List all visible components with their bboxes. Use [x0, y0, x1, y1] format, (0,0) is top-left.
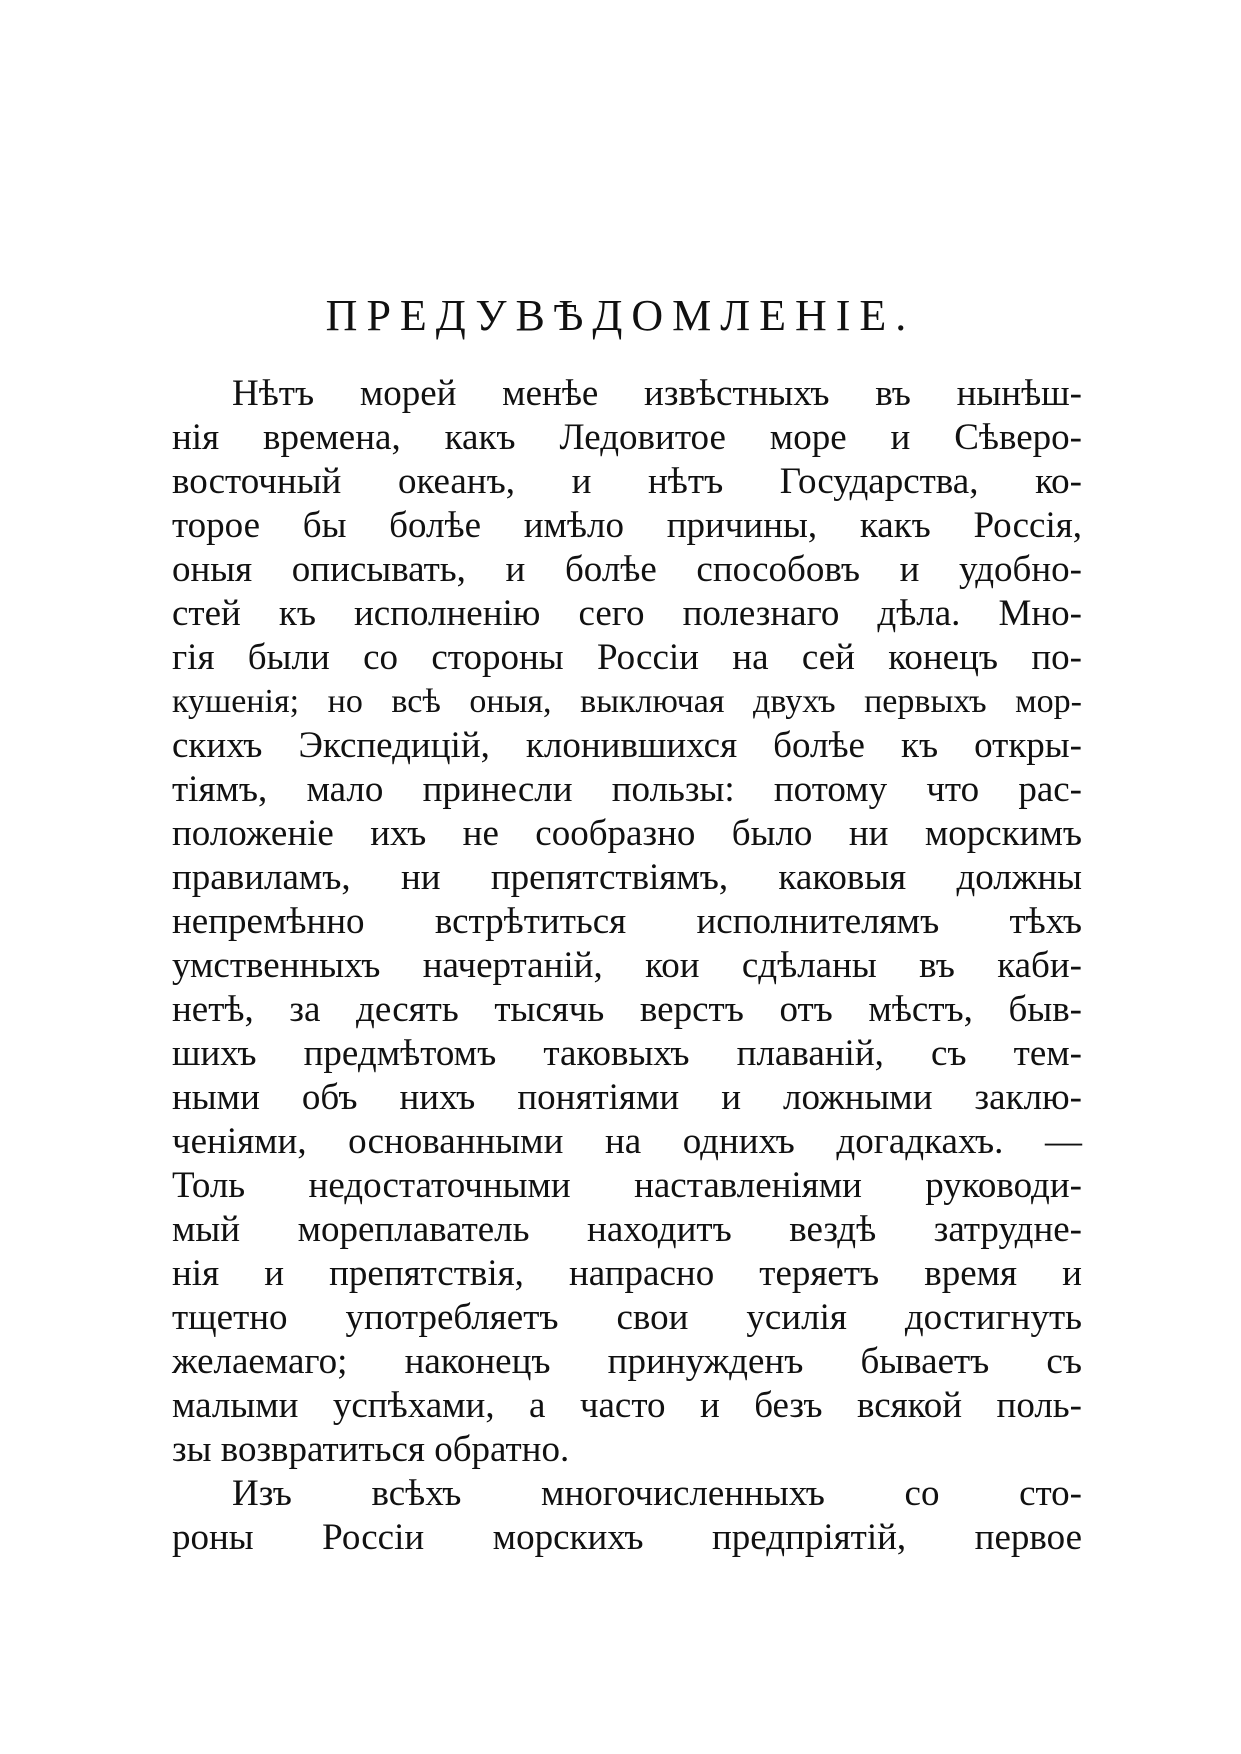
- text-line: правиламъ, ни препятствіямъ, каковыя должны: [172, 857, 1082, 898]
- text-line: положеніе ихъ не сообразно было ни морскимъ: [172, 813, 1082, 854]
- text-line: зы возвратиться обратно.: [172, 1429, 570, 1470]
- text-line: Изъ всѣхъ многочисленныхъ со сто-: [232, 1473, 1082, 1514]
- text-line: умственныхъ начертаній, кои сдѣланы въ каби-: [172, 945, 1082, 986]
- text-line: стей къ исполненію сего полезнаго дѣла. Мно-: [172, 593, 1082, 634]
- text-line: непремѣнно встрѣтиться исполнителямъ тѣхъ: [172, 901, 1082, 942]
- text-line: Нѣтъ морей менѣе извѣстныхъ въ нынѣш-: [232, 373, 1082, 414]
- text-line: нія времена, какъ Ледовитое море и Сѣверо-: [172, 417, 1082, 458]
- body-text: [172, 372, 1082, 1560]
- text-line: шихъ предмѣтомъ таковыхъ плаваній, съ тем-: [172, 1033, 1082, 1074]
- text-line: тщетно употребляетъ свои усилія достигнуть: [172, 1297, 1082, 1338]
- text-line: нетѣ, за десять тысячь верстъ отъ мѣстъ, быв-: [172, 989, 1082, 1030]
- text-line: торое бы болѣе имѣло причины, какъ Россія,: [172, 505, 1082, 546]
- text-line: гія были со стороны Россіи на сей конецъ по-: [172, 637, 1082, 678]
- text-line: нія и препятствія, напрасно теряетъ время и: [172, 1253, 1082, 1294]
- text-line: скихъ Экспедицій, клонившихся болѣе къ откры-: [172, 725, 1082, 766]
- text-line: желаемаго; наконецъ принужденъ бываетъ съ: [172, 1341, 1082, 1382]
- text-line: роны Россіи морскихъ предпріятій, первое: [172, 1517, 1082, 1558]
- text-line: ными объ нихъ понятіями и ложными заклю-: [172, 1077, 1082, 1118]
- text-line: тіямъ, мало принесли пользы: потому что рас-: [172, 769, 1082, 810]
- text-line: ченіями, основанными на однихъ догадкахъ. —: [172, 1121, 1082, 1162]
- text-line: оныя описывать, и болѣе способовъ и удобно-: [172, 549, 1082, 590]
- text-line: кушенія; но всѣ оныя, выключая двухъ первыхъ мор-: [172, 683, 1082, 720]
- page-title: ПРЕДУВѢДОМЛЕНІЕ.: [325, 291, 916, 340]
- text-line: малыми успѣхами, а часто и безъ всякой поль-: [172, 1385, 1082, 1426]
- text-line: мый мореплаватель находитъ вездѣ затрудне-: [172, 1209, 1082, 1250]
- text-line: Толь недостаточными наставленіями руководи-: [172, 1165, 1082, 1206]
- text-line: восточный океанъ, и нѣтъ Государства, ко-: [172, 461, 1082, 502]
